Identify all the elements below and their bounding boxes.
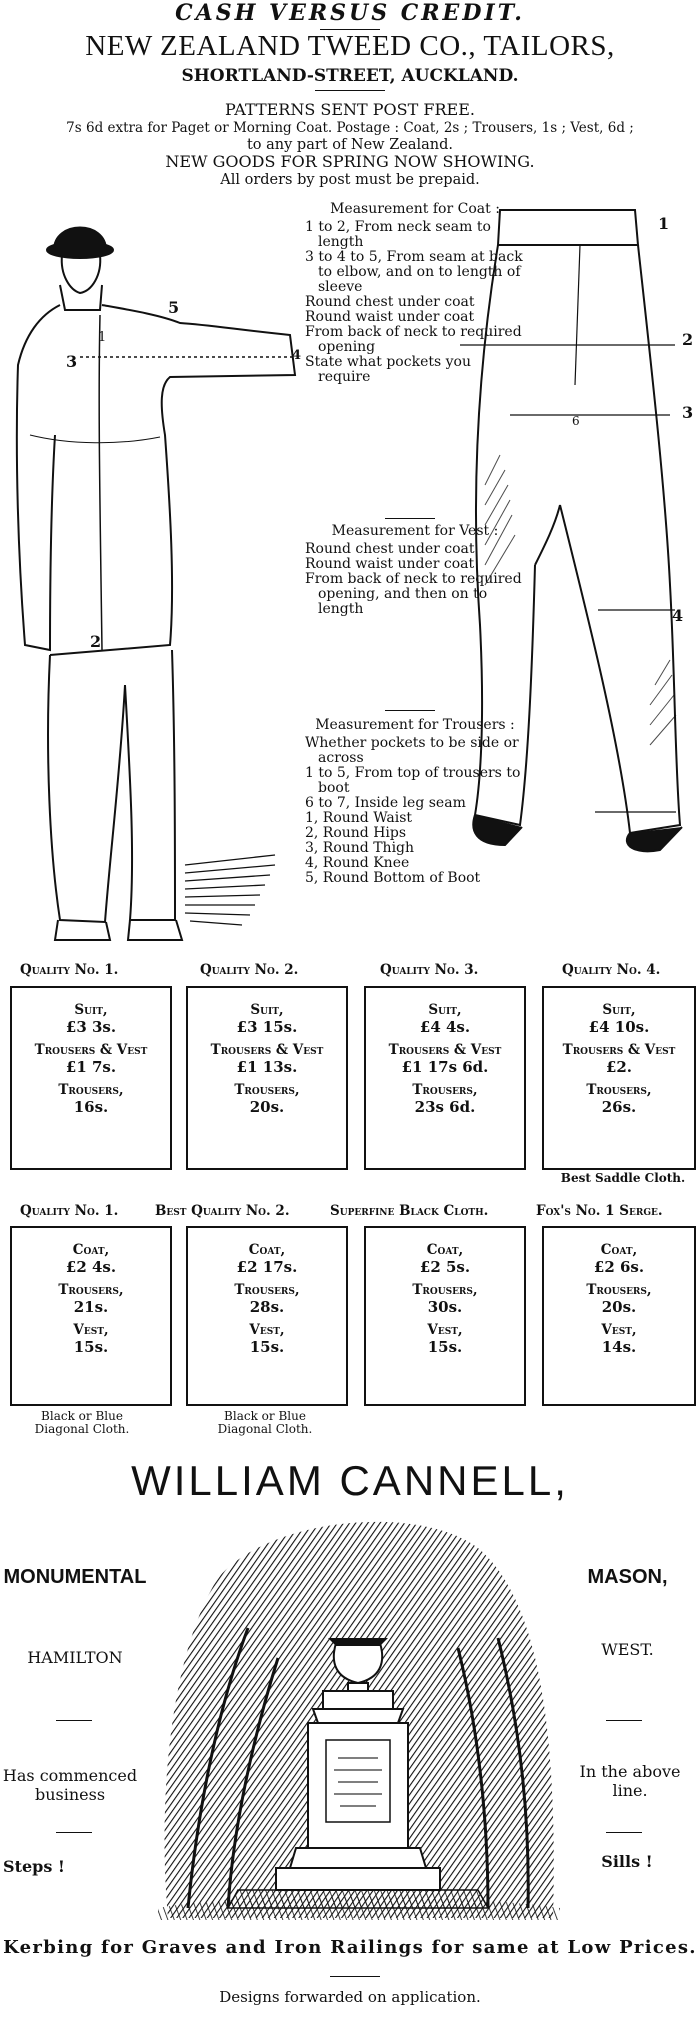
trousers-illustration <box>460 205 685 855</box>
cloth-note: Black or Blue Diagonal Cloth. <box>217 1409 313 1436</box>
vest-label: Vest, <box>601 1322 637 1338</box>
quality-label: Quality No. 1. <box>20 962 119 978</box>
trousers-measure-item: Whether pockets to be side or across <box>305 735 519 766</box>
sills-text: Sills ! <box>601 1852 653 1871</box>
suit-label: Suit, <box>602 1002 636 1018</box>
coat-point-2: 2 <box>90 632 102 651</box>
trousers-label: Trousers, <box>58 1082 124 1098</box>
trousers-price: 23s 6d. <box>414 1098 476 1116</box>
trousers-vest-price: £2. <box>605 1058 633 1076</box>
new-goods-line: NEW GOODS FOR SPRING NOW SHOWING. <box>165 152 535 171</box>
trousers-measure-item: 4, Round Knee <box>305 855 410 871</box>
patterns-line: PATTERNS SENT POST FREE. <box>225 100 475 119</box>
vest-measure-item: Round waist under coat <box>305 556 475 572</box>
coat-price: £2 5s. <box>419 1258 471 1276</box>
quality-label: Quality No. 1. <box>20 1203 119 1219</box>
trousers-vest-price: £1 7s. <box>65 1058 117 1076</box>
trousers-label: Trousers, <box>58 1282 124 1298</box>
coat-point-5: 5 <box>168 298 180 317</box>
suit-price: £4 10s. <box>588 1018 650 1036</box>
divider <box>315 90 385 91</box>
commenced-text: Has commenced business <box>2 1766 138 1804</box>
trousers-vest-label: Trousers & Vest <box>388 1042 502 1058</box>
coat-label: Coat, <box>72 1242 110 1258</box>
coat-measure-item: Round waist under coat <box>305 309 475 325</box>
suit-price-box <box>542 986 696 1170</box>
trousers-measure-item: 1, Round Waist <box>305 810 413 826</box>
trousers-price: 20s. <box>601 1298 637 1316</box>
coat-measure-item: From back of neck to required opening <box>305 324 522 355</box>
quality-label: Best Quality No. 2. <box>155 1203 290 1219</box>
coat-measure-heading: Measurement for Coat : <box>330 201 500 217</box>
suit-price-box <box>10 986 172 1170</box>
quality-label: Quality No. 4. <box>562 962 661 978</box>
divider <box>385 710 435 711</box>
divider <box>606 1720 642 1721</box>
coat-label: Coat, <box>600 1242 638 1258</box>
trousers-measure-item: 3, Round Thigh <box>305 840 415 856</box>
designs-line: Designs forwarded on application. <box>219 1988 481 2006</box>
coat-measure-item: 1 to 2, From neck seam to length <box>305 219 491 250</box>
suit-price: £4 4s. <box>419 1018 471 1036</box>
trousers-measure-item: 6 to 7, Inside leg seam <box>305 795 466 811</box>
quality-label: Fox's No. 1 Serge. <box>536 1203 663 1219</box>
trousers-point-2: 2 <box>682 330 694 349</box>
steps-text: Steps ! <box>3 1857 65 1876</box>
monumental-label: MONUMENTAL <box>3 1566 147 1588</box>
man-coat-illustration <box>10 205 310 945</box>
mason-label: MASON, <box>587 1566 668 1588</box>
trousers-label: Trousers, <box>412 1282 478 1298</box>
trousers-label: Trousers, <box>586 1282 652 1298</box>
coat-measure-item: State what pockets you require <box>305 354 471 385</box>
trousers-label: Trousers, <box>586 1082 652 1098</box>
coat-price: £2 4s. <box>65 1258 117 1276</box>
divider <box>56 1832 92 1833</box>
trousers-label: Trousers, <box>234 1282 300 1298</box>
trousers-vest-label: Trousers & Vest <box>562 1042 676 1058</box>
suit-price: £3 15s. <box>236 1018 298 1036</box>
cloth-note: Best Saddle Cloth. <box>560 1171 686 1185</box>
trousers-price: 26s. <box>601 1098 637 1116</box>
trousers-point-4: 4 <box>672 606 684 625</box>
monument-engraving <box>158 1508 560 1920</box>
suit-label: Suit, <box>250 1002 284 1018</box>
coat-price-box <box>364 1226 526 1406</box>
trousers-price: 16s. <box>73 1098 109 1116</box>
suit-label: Suit, <box>428 1002 462 1018</box>
suit-price-box <box>186 986 348 1170</box>
trousers-vest-price: £1 17s 6d. <box>401 1058 489 1076</box>
vest-measure-item: From back of neck to required opening, and then on to length <box>305 571 522 617</box>
trousers-point-6: 6 <box>572 414 580 428</box>
quality-label: Quality No. 3. <box>380 962 479 978</box>
suit-label: Suit, <box>74 1002 108 1018</box>
vest-price: 14s. <box>601 1338 637 1356</box>
coat-label: Coat, <box>426 1242 464 1258</box>
above-line-text: In the above line. <box>579 1762 681 1800</box>
divider <box>56 1720 92 1721</box>
west-label: WEST. <box>601 1640 654 1659</box>
kerbing-line: Kerbing for Graves and Iron Railings for same at Low Prices. <box>3 1937 697 1958</box>
vest-price: 15s. <box>427 1338 463 1356</box>
trousers-point-3: 3 <box>682 403 694 422</box>
coat-point-3: 3 <box>66 352 78 371</box>
trousers-price: 21s. <box>73 1298 109 1316</box>
quality-label: Superfine Black Cloth. <box>330 1203 489 1219</box>
trousers-price: 20s. <box>249 1098 285 1116</box>
vest-label: Vest, <box>249 1322 285 1338</box>
postage-line-2: to any part of New Zealand. <box>246 137 454 153</box>
banner-title: CASH VERSUS CREDIT. <box>175 0 525 26</box>
cloth-note: Black or Blue Diagonal Cloth. <box>34 1409 130 1436</box>
trousers-price: 30s. <box>427 1298 463 1316</box>
prepaid-line: All orders by post must be prepaid. <box>220 172 480 188</box>
firm-name: NEW ZEALAND TWEED CO., TAILORS, <box>85 30 615 62</box>
firm-address: SHORTLAND-STREET, AUCKLAND. <box>181 66 519 86</box>
vest-price: 15s. <box>73 1338 109 1356</box>
suit-price-box <box>364 986 526 1170</box>
vest-measure-heading: Measurement for Vest : <box>331 523 499 539</box>
coat-price-box <box>186 1226 348 1406</box>
coat-price: £2 17s. <box>236 1258 298 1276</box>
trousers-vest-label: Trousers & Vest <box>34 1042 148 1058</box>
trousers-measure-item: 2, Round Hips <box>305 825 407 841</box>
vest-label: Vest, <box>73 1322 109 1338</box>
postage-line: 7s 6d extra for Paget or Morning Coat. Postage : Coat, 2s ; Trousers, 1s ; Vest, 6d ; <box>66 120 634 136</box>
trousers-point-1: 1 <box>658 214 670 233</box>
suit-price: £3 3s. <box>65 1018 117 1036</box>
trousers-label: Trousers, <box>234 1082 300 1098</box>
trousers-vest-label: Trousers & Vest <box>210 1042 324 1058</box>
coat-measure-item: Round chest under coat <box>305 294 475 310</box>
coat-label: Coat, <box>248 1242 286 1258</box>
vest-measure-item: Round chest under coat <box>305 541 475 557</box>
quality-label: Quality No. 2. <box>200 962 299 978</box>
mason-name: WILLIAM CANNELL, <box>131 1457 569 1504</box>
coat-measure-item: 3 to 4 to 5, From seam at back to elbow, and on to length of sleeve <box>305 249 523 295</box>
trousers-measure-item: 5, Round Bottom of Boot <box>305 870 481 886</box>
trousers-measure-item: 1 to 5, From top of trousers to boot <box>305 765 521 796</box>
coat-price: £2 6s. <box>593 1258 645 1276</box>
divider <box>385 518 435 519</box>
trousers-vest-price: £1 13s. <box>236 1058 298 1076</box>
trousers-price: 28s. <box>249 1298 285 1316</box>
divider <box>606 1832 642 1833</box>
divider <box>330 1976 380 1977</box>
trousers-measure-heading: Measurement for Trousers : <box>315 717 515 733</box>
coat-price-box <box>542 1226 696 1406</box>
coat-point-1: 1 <box>98 330 107 345</box>
coat-point-4: 4 <box>292 348 302 363</box>
trousers-label: Trousers, <box>412 1082 478 1098</box>
hamilton-label: HAMILTON <box>27 1648 123 1667</box>
vest-label: Vest, <box>427 1322 463 1338</box>
vest-price: 15s. <box>249 1338 285 1356</box>
coat-price-box <box>10 1226 172 1406</box>
